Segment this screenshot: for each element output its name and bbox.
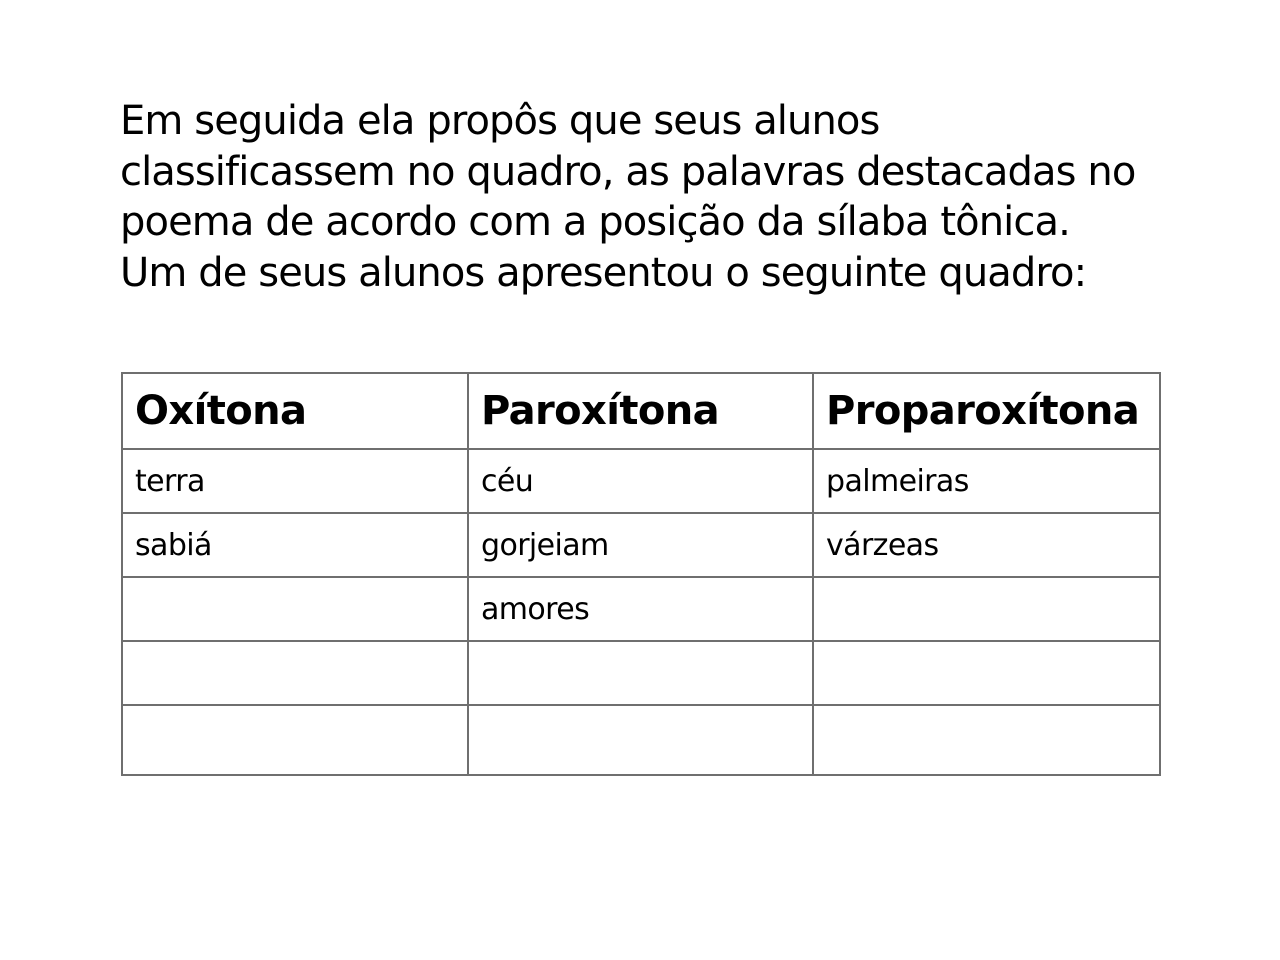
header-proparoxitona: Proparoxítona [813, 373, 1160, 449]
prompt-line: Um de seus alunos apresentou o seguinte quadro: [120, 249, 1087, 296]
table-cell: várzeas [813, 513, 1160, 577]
table-cell [122, 577, 468, 641]
table-cell [468, 705, 813, 775]
prompt-line: Em seguida ela propôs que seus alunos [120, 98, 880, 144]
prompt-line: classificassem no quadro, as palavras destacadas no [120, 148, 1136, 195]
classification-table [121, 372, 1161, 776]
table-row [122, 705, 1160, 775]
question-prompt [120, 96, 1180, 298]
table-header-row [122, 373, 1160, 449]
table-cell: gorjeiam [468, 513, 813, 577]
table-row [122, 641, 1160, 705]
table-cell [122, 641, 468, 705]
header-paroxitona: Paroxítona [468, 373, 813, 449]
table-row [122, 513, 1160, 577]
table-cell [813, 705, 1160, 775]
table-cell [813, 577, 1160, 641]
table-cell [468, 641, 813, 705]
table-cell: palmeiras [813, 449, 1160, 513]
table-cell [813, 641, 1160, 705]
table-cell: amores [468, 577, 813, 641]
table-cell [122, 705, 468, 775]
table-row [122, 577, 1160, 641]
header-oxitona: Oxítona [122, 373, 468, 449]
table-cell: sabiá [122, 513, 468, 577]
classification-table-wrapper [121, 372, 1161, 776]
table-cell: céu [468, 449, 813, 513]
table-cell: terra [122, 449, 468, 513]
prompt-line: poema de acordo com a posição da sílaba tônica. [120, 199, 1070, 245]
table-row [122, 449, 1160, 513]
